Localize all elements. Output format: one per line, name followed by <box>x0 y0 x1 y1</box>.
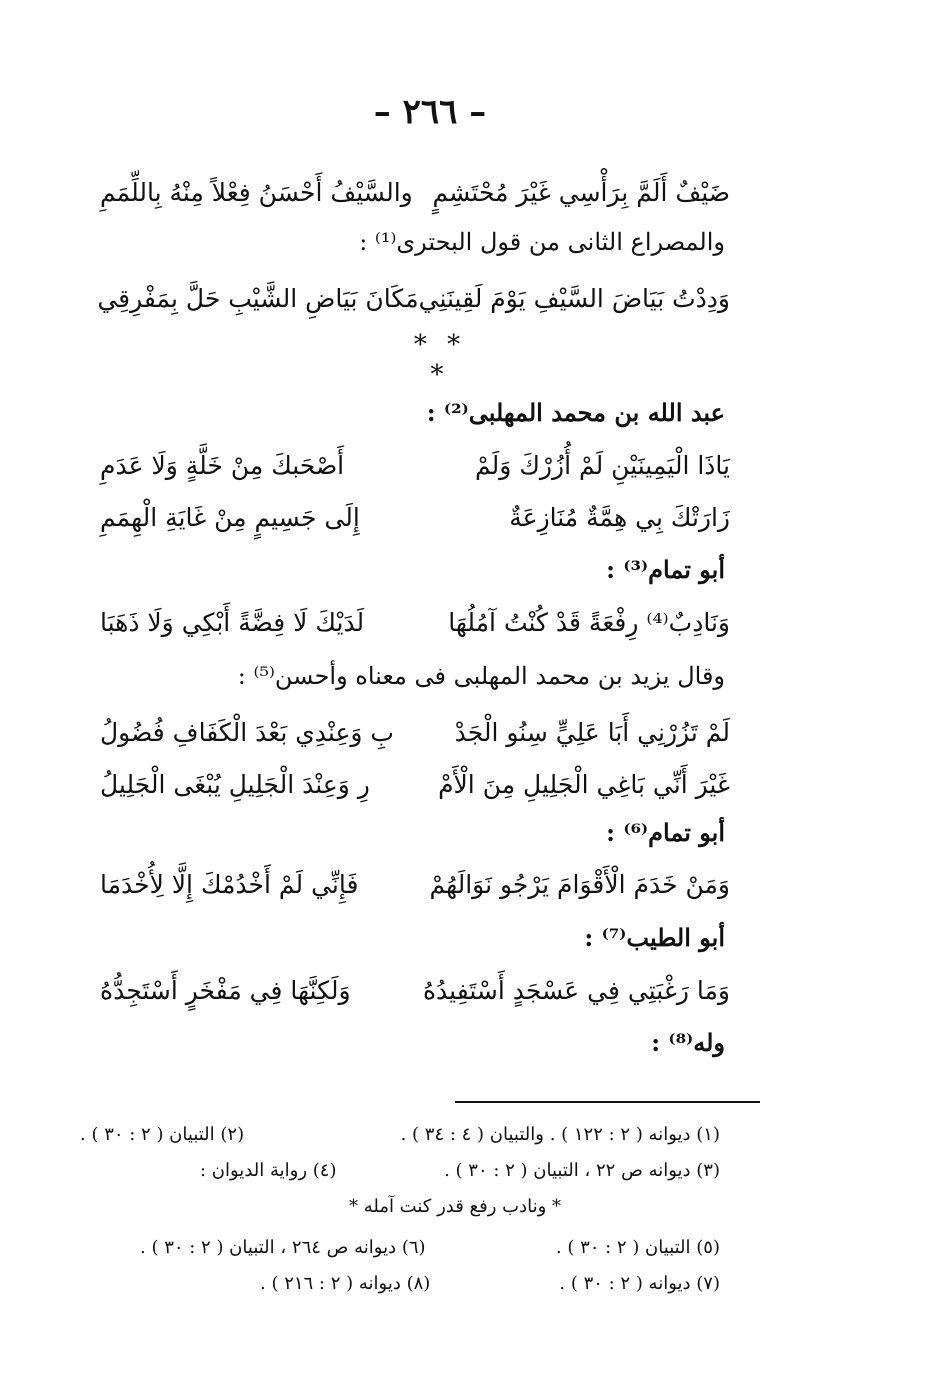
footnote-row <box>260 1273 720 1303</box>
footnote: (٨) ديوانه ( ٢ : ٢١٦ ) . <box>260 1273 431 1294</box>
footnote-row <box>200 1160 720 1190</box>
verse-first-hemistich: ضَيْفٌ أَلَمَّ بِرَأْسِي غَيْرَ مُحْتَشِمٍ <box>432 177 730 207</box>
footnote: (٤) رواية الديوان : <box>200 1160 337 1181</box>
verse-second-hemistich: بِ وَعِنْدِي بَعْدَ الْكَفَافِ فُضُولُ <box>100 717 394 747</box>
prose-line: والمصراع الثانى من قول البحترى⁽¹⁾ : <box>359 228 725 256</box>
poem-verse <box>100 495 730 539</box>
verse-first-hemistich: يَاذَا الْيَمِينَيْنِ لَمْ أُزُرْكَ وَلَمْ <box>475 450 730 480</box>
prose-line: وقال يزيد بن محمد المهلبى فى معناه وأحسن⁽⁵⁾ : <box>237 662 725 690</box>
verse-first-hemistich: وَدِدْتُ بَيَاضَ السَّيْفِ يَوْمَ لَقِينَنِي <box>418 283 730 313</box>
verse-second-hemistich: وَلَكِنَّهَا فِي مَفْخَرٍ أَسْتَجِدُّهُ <box>100 975 351 1005</box>
poem-verse <box>100 968 730 1012</box>
footnote: (٦) ديوانه ص ٢٦٤ ، التبيان ( ٢ : ٣٠ ) . <box>140 1237 426 1258</box>
section-separator-stars: * * * <box>413 330 467 390</box>
verse-first-hemistich: وَنَادِبٌ⁽⁴⁾ رِفْعَةً قَدْ كُنْتُ آمُلُهَا <box>448 607 730 637</box>
poem-verse <box>100 862 730 906</box>
verse-second-hemistich: مَكَانَ بَيَاضِ الشَّيْبِ حَلَّ بِمَفْرِقِي <box>97 283 419 313</box>
verse-first-hemistich: وَمَنْ خَدَمَ الْأَقْوَامَ يَرْجُو نَوَالَهُمْ <box>429 869 730 899</box>
footnote-quote: * ونادب رفع قدر كنت آمله * <box>348 1196 562 1217</box>
poet-heading: أبو الطيب⁽⁷⁾ : <box>584 923 725 952</box>
footnote: (٧) ديوانه ( ٢ : ٣٠ ) . <box>559 1273 720 1294</box>
verse-second-hemistich: أَصْحَبكَ مِنْ خَلَّةٍ وَلَا عَدَمِ <box>100 450 345 480</box>
verse-first-hemistich: زَارَتْكَ بِي هِمَّةٌ مُنَازِعَةٌ <box>509 502 730 532</box>
poet-heading: وله⁽⁸⁾ : <box>651 1028 725 1057</box>
poem-verse <box>100 710 730 754</box>
poem-verse <box>97 276 730 320</box>
page-number: – ٢٦٦ – <box>373 92 487 132</box>
poet-heading: أبو تمام⁽³⁾ : <box>606 555 725 584</box>
verse-second-hemistich: رِ وَعِنْدَ الْجَلِيلِ يُبْغَى الْجَلِيلُ <box>100 769 370 799</box>
poem-verse <box>100 600 730 644</box>
footnote-divider <box>455 1101 760 1103</box>
poet-heading: عبد الله بن محمد المهلبى⁽²⁾ : <box>426 398 725 427</box>
verse-first-hemistich: وَمَا رَغْبَتِي فِي عَسْجَدٍ أَسْتَفِيدُهُ <box>422 975 730 1005</box>
verse-first-hemistich: لَمْ تَزُرْنِي أَبَا عَلِيٍّ سِنُو الْجَدْ <box>454 717 730 747</box>
poet-heading: أبو تمام⁽⁶⁾ : <box>606 818 725 847</box>
poem-verse <box>100 443 730 487</box>
footnote: (١) ديوانه ( ٢ : ١٢٢ ) . والتبيان ( ٤ : ٣٤ ) . <box>400 1124 720 1145</box>
footnote-row <box>140 1237 720 1267</box>
verse-second-hemistich: لَدَيْكَ لَا فِضَّةً أَبْكِي وَلَا ذَهَبَا <box>100 607 365 637</box>
poem-verse <box>100 170 730 214</box>
verse-second-hemistich: إِلَى جَسِيمٍ مِنْ غَايَةِ الْهِمَمِ <box>100 502 360 532</box>
footnote: (٢) التبيان ( ٢ : ٣٠ ) . <box>80 1124 245 1145</box>
footnote: (٥) التبيان ( ٢ : ٣٠ ) . <box>555 1237 720 1258</box>
verse-second-hemistich: فَإِنِّي لَمْ أَخْدُمْكَ إِلَّا لِأُخْدَمَا <box>100 869 359 899</box>
footnote-row <box>80 1124 720 1154</box>
verse-first-hemistich: غَيْرَ أَنِّي بَاغِي الْجَلِيلِ مِنَ الْأَمْ <box>438 769 730 799</box>
verse-second-hemistich: والسَّيْفُ أَحْسَنُ فِعْلاً مِنْهُ بِاللِّمَمِ <box>100 177 413 207</box>
footnote: (٣) ديوانه ص ٢٢ ، التبيان ( ٢ : ٣٠ ) . <box>444 1160 720 1181</box>
poem-verse <box>100 762 730 806</box>
